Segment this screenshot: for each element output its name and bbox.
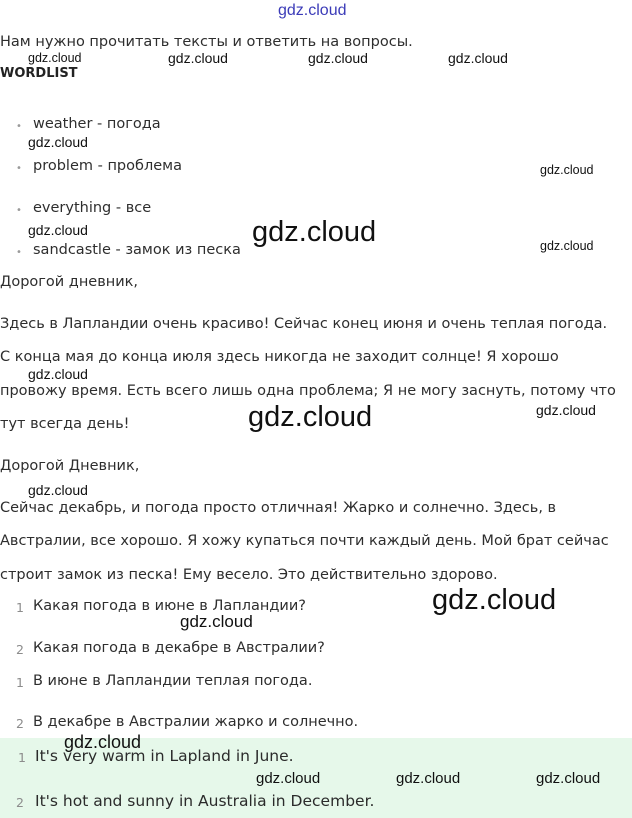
question-text: Какая погода в декабре в Австралии?: [33, 640, 325, 656]
bullet-icon: •: [16, 163, 22, 174]
watermark: gdz.cloud: [308, 50, 368, 66]
watermark: gdz.cloud: [252, 216, 377, 248]
answer-number: 1: [18, 750, 26, 765]
diary2-line: Сейчас декабрь, и погода просто отличная! Жарко и солнечно. Здесь, в: [0, 500, 557, 516]
question-number: 1: [16, 600, 24, 615]
watermark: gdz.cloud: [536, 402, 596, 418]
wordlist-item: sandcastle - замок из песка: [33, 242, 241, 258]
watermark: gdz.cloud: [396, 770, 461, 787]
diary1-line: тут всегда день!: [0, 416, 130, 432]
diary1-line: Здесь в Лапландии очень красиво! Сейчас конец июня и очень теплая погода.: [0, 316, 608, 332]
watermark-top: gdz.cloud: [278, 2, 347, 19]
question-text: Какая погода в июне в Лапландии?: [33, 598, 306, 614]
watermark: gdz.cloud: [28, 222, 88, 238]
diary2-line: строит замок из песка! Ему весело. Это действительно здорово.: [0, 567, 498, 583]
wordlist-item: weather - погода: [33, 116, 161, 132]
wordlist-item: everything - все: [33, 200, 152, 216]
wordlist-title: WORDLIST: [0, 66, 78, 81]
watermark: gdz.cloud: [28, 482, 88, 498]
bullet-icon: •: [16, 121, 22, 132]
answer-number: 2: [16, 795, 24, 810]
watermark: gdz.cloud: [28, 366, 88, 382]
watermark: gdz.cloud: [248, 401, 373, 433]
watermark: gdz.cloud: [28, 51, 82, 65]
watermark: gdz.cloud: [536, 770, 601, 787]
question-number: 2: [16, 642, 24, 657]
answer-text-ru: В декабре в Австралии жарко и солнечно.: [33, 714, 359, 730]
diary1-line: провожу время. Есть всего лишь одна проблема; Я не могу заснуть, потому что: [0, 383, 616, 399]
watermark: gdz.cloud: [64, 732, 142, 752]
bullet-icon: •: [16, 205, 22, 216]
watermark: gdz.cloud: [28, 134, 88, 150]
answer-text-ru: В июне в Лапландии теплая погода.: [33, 673, 313, 689]
diary2-line: Австралии, все хорошо. Я хожу купаться почти каждый день. Мой брат сейчас: [0, 533, 609, 549]
watermark: gdz.cloud: [448, 50, 508, 66]
watermark: gdz.cloud: [540, 239, 594, 253]
intro-text: Нам нужно прочитать тексты и ответить на вопросы.: [0, 34, 413, 50]
watermark: gdz.cloud: [168, 50, 228, 66]
answer-text-en: It's very warm in Lapland in June.: [35, 747, 294, 765]
watermark: gdz.cloud: [256, 770, 321, 787]
watermark: gdz.cloud: [432, 584, 557, 616]
answer-number: 1: [16, 675, 24, 690]
diary2-greeting: Дорогой Дневник,: [0, 458, 140, 474]
wordlist-item: problem - проблема: [33, 158, 182, 174]
answer-number: 2: [16, 716, 24, 731]
watermark: gdz.cloud: [180, 612, 253, 631]
diary1-greeting: Дорогой дневник,: [0, 274, 139, 290]
answer-text-en: It's hot and sunny in Australia in December.: [35, 792, 375, 810]
diary1-line: С конца мая до конца июля здесь никогда не заходит солнце! Я хорошо: [0, 349, 559, 365]
watermark: gdz.cloud: [540, 163, 594, 177]
bullet-icon: •: [16, 247, 22, 258]
